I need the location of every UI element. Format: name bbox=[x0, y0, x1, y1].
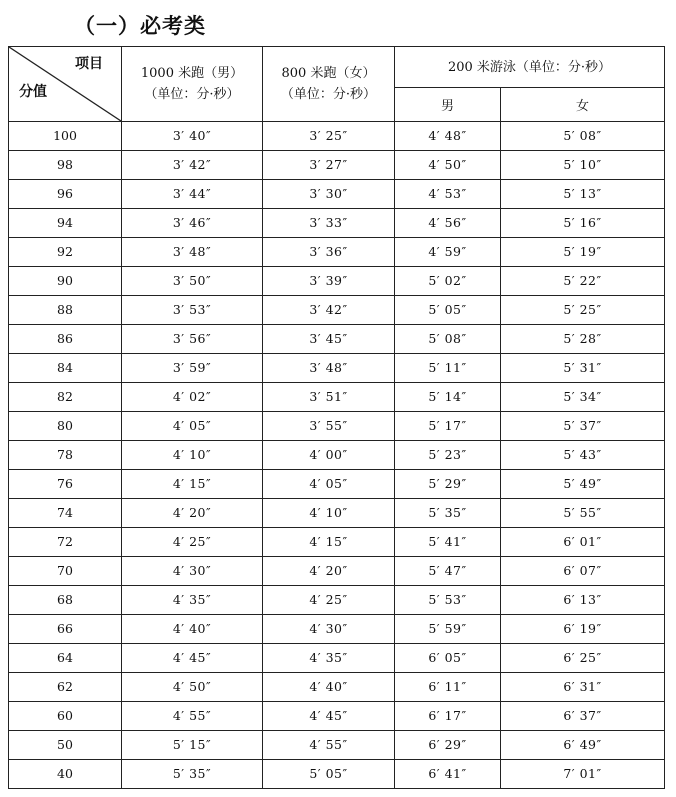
run-800m-female-cell: 3′ 55″ bbox=[263, 412, 395, 441]
run-800m-female-cell: 4′ 20″ bbox=[263, 557, 395, 586]
run-800m-female-cell: 4′ 55″ bbox=[263, 731, 395, 760]
table-row bbox=[9, 238, 665, 267]
table-row bbox=[9, 644, 665, 673]
col-header-800m-unit: （单位：分·秒） bbox=[280, 87, 377, 102]
col-header-1000m-unit: （单位：分·秒） bbox=[144, 87, 240, 102]
run-800m-female-cell: 3′ 36″ bbox=[263, 238, 395, 267]
run-800m-female-cell: 3′ 51″ bbox=[263, 383, 395, 412]
run-800m-female-cell: 4′ 05″ bbox=[263, 470, 395, 499]
swim-200m-female-cell: 5′ 19″ bbox=[501, 238, 665, 267]
score-cell: 70 bbox=[9, 557, 122, 586]
table-row bbox=[9, 325, 665, 354]
run-1000m-male-cell: 4′ 10″ bbox=[122, 441, 263, 470]
swim-200m-female-cell: 5′ 08″ bbox=[501, 122, 665, 151]
swim-200m-male-cell: 5′ 17″ bbox=[395, 412, 501, 441]
swim-200m-female-cell: 5′ 10″ bbox=[501, 151, 665, 180]
run-800m-female-cell: 3′ 25″ bbox=[263, 122, 395, 151]
swim-200m-male-cell: 5′ 08″ bbox=[395, 325, 501, 354]
table-row bbox=[9, 557, 665, 586]
score-table-body bbox=[9, 122, 665, 789]
swim-200m-male-cell: 5′ 35″ bbox=[395, 499, 501, 528]
swim-200m-female-cell: 5′ 34″ bbox=[501, 383, 665, 412]
score-cell: 40 bbox=[9, 760, 122, 789]
score-header-label: 分值 bbox=[19, 84, 47, 100]
run-1000m-male-cell: 4′ 30″ bbox=[122, 557, 263, 586]
run-1000m-male-cell: 4′ 05″ bbox=[122, 412, 263, 441]
score-table bbox=[8, 46, 665, 789]
score-cell: 62 bbox=[9, 673, 122, 702]
swim-200m-female-cell: 5′ 49″ bbox=[501, 470, 665, 499]
run-800m-female-cell: 4′ 35″ bbox=[263, 644, 395, 673]
swim-200m-male-cell: 4′ 56″ bbox=[395, 209, 501, 238]
score-cell: 64 bbox=[9, 644, 122, 673]
score-cell: 50 bbox=[9, 731, 122, 760]
score-cell: 78 bbox=[9, 441, 122, 470]
swim-200m-female-cell: 5′ 28″ bbox=[501, 325, 665, 354]
table-row bbox=[9, 499, 665, 528]
table-row bbox=[9, 267, 665, 296]
swim-200m-male-cell: 4′ 50″ bbox=[395, 151, 501, 180]
run-1000m-male-cell: 4′ 50″ bbox=[122, 673, 263, 702]
run-800m-female-cell: 3′ 39″ bbox=[263, 267, 395, 296]
diagonal-header-cell bbox=[9, 47, 122, 122]
run-1000m-male-cell: 4′ 20″ bbox=[122, 499, 263, 528]
swim-200m-male-cell: 4′ 48″ bbox=[395, 122, 501, 151]
swim-200m-male-cell: 6′ 41″ bbox=[395, 760, 501, 789]
col-header-1000m-male bbox=[122, 47, 263, 122]
swim-200m-female-cell: 5′ 22″ bbox=[501, 267, 665, 296]
run-800m-female-cell: 3′ 48″ bbox=[263, 354, 395, 383]
score-cell: 60 bbox=[9, 702, 122, 731]
run-800m-female-cell: 4′ 45″ bbox=[263, 702, 395, 731]
swim-200m-female-cell: 5′ 25″ bbox=[501, 296, 665, 325]
run-800m-female-cell: 4′ 00″ bbox=[263, 441, 395, 470]
col-header-800m-title: 800 米跑（女） bbox=[281, 66, 376, 81]
run-1000m-male-cell: 3′ 56″ bbox=[122, 325, 263, 354]
run-1000m-male-cell: 4′ 55″ bbox=[122, 702, 263, 731]
score-cell: 88 bbox=[9, 296, 122, 325]
swim-200m-male-cell: 6′ 11″ bbox=[395, 673, 501, 702]
score-cell: 66 bbox=[9, 615, 122, 644]
run-800m-female-cell: 3′ 42″ bbox=[263, 296, 395, 325]
swim-200m-male-cell: 5′ 41″ bbox=[395, 528, 501, 557]
score-cell: 84 bbox=[9, 354, 122, 383]
table-row bbox=[9, 528, 665, 557]
run-1000m-male-cell: 4′ 45″ bbox=[122, 644, 263, 673]
run-1000m-male-cell: 3′ 40″ bbox=[122, 122, 263, 151]
table-row bbox=[9, 122, 665, 151]
swim-200m-female-cell: 5′ 31″ bbox=[501, 354, 665, 383]
swim-200m-male-cell: 5′ 59″ bbox=[395, 615, 501, 644]
table-row bbox=[9, 151, 665, 180]
swim-200m-female-cell: 6′ 31″ bbox=[501, 673, 665, 702]
swim-200m-male-cell: 5′ 14″ bbox=[395, 383, 501, 412]
run-1000m-male-cell: 3′ 42″ bbox=[122, 151, 263, 180]
swim-200m-female-cell: 6′ 07″ bbox=[501, 557, 665, 586]
swim-200m-male-cell: 4′ 59″ bbox=[395, 238, 501, 267]
table-row bbox=[9, 383, 665, 412]
run-1000m-male-cell: 4′ 40″ bbox=[122, 615, 263, 644]
swim-200m-female-cell: 7′ 01″ bbox=[501, 760, 665, 789]
score-cell: 94 bbox=[9, 209, 122, 238]
swim-200m-male-cell: 6′ 29″ bbox=[395, 731, 501, 760]
score-cell: 86 bbox=[9, 325, 122, 354]
swim-200m-male-cell: 5′ 23″ bbox=[395, 441, 501, 470]
score-cell: 80 bbox=[9, 412, 122, 441]
col-header-200m-swim bbox=[395, 47, 665, 88]
run-800m-female-cell: 4′ 25″ bbox=[263, 586, 395, 615]
score-cell: 100 bbox=[9, 122, 122, 151]
score-cell: 82 bbox=[9, 383, 122, 412]
run-1000m-male-cell: 3′ 59″ bbox=[122, 354, 263, 383]
run-1000m-male-cell: 5′ 35″ bbox=[122, 760, 263, 789]
run-1000m-male-cell: 3′ 48″ bbox=[122, 238, 263, 267]
table-row bbox=[9, 441, 665, 470]
swim-200m-female-cell: 6′ 01″ bbox=[501, 528, 665, 557]
run-1000m-male-cell: 3′ 53″ bbox=[122, 296, 263, 325]
item-header-label: 项目 bbox=[75, 56, 103, 72]
table-row bbox=[9, 586, 665, 615]
run-800m-female-cell: 4′ 15″ bbox=[263, 528, 395, 557]
swim-200m-male-cell: 5′ 47″ bbox=[395, 557, 501, 586]
run-1000m-male-cell: 4′ 15″ bbox=[122, 470, 263, 499]
table-row bbox=[9, 731, 665, 760]
swim-200m-female-cell: 6′ 13″ bbox=[501, 586, 665, 615]
swim-200m-male-cell: 6′ 17″ bbox=[395, 702, 501, 731]
col-header-800m-female bbox=[263, 47, 395, 122]
run-800m-female-cell: 3′ 30″ bbox=[263, 180, 395, 209]
col-header-1000m-title: 1000 米跑（男） bbox=[140, 66, 244, 81]
table-row bbox=[9, 702, 665, 731]
swim-200m-female-cell: 5′ 16″ bbox=[501, 209, 665, 238]
run-1000m-male-cell: 5′ 15″ bbox=[122, 731, 263, 760]
score-cell: 72 bbox=[9, 528, 122, 557]
run-800m-female-cell: 4′ 40″ bbox=[263, 673, 395, 702]
table-row bbox=[9, 615, 665, 644]
table-row bbox=[9, 760, 665, 789]
score-cell: 90 bbox=[9, 267, 122, 296]
table-row bbox=[9, 470, 665, 499]
run-800m-female-cell: 5′ 05″ bbox=[263, 760, 395, 789]
run-1000m-male-cell: 3′ 50″ bbox=[122, 267, 263, 296]
table-row bbox=[9, 296, 665, 325]
score-cell: 76 bbox=[9, 470, 122, 499]
table-row bbox=[9, 354, 665, 383]
swim-200m-male-cell: 5′ 05″ bbox=[395, 296, 501, 325]
run-800m-female-cell: 4′ 30″ bbox=[263, 615, 395, 644]
swim-200m-male-cell: 5′ 11″ bbox=[395, 354, 501, 383]
swim-200m-male-cell: 6′ 05″ bbox=[395, 644, 501, 673]
swim-200m-male-cell: 4′ 53″ bbox=[395, 180, 501, 209]
swim-200m-female-cell: 6′ 37″ bbox=[501, 702, 665, 731]
page-title: （一）必考类 bbox=[74, 13, 206, 38]
score-cell: 74 bbox=[9, 499, 122, 528]
swim-200m-female-cell: 5′ 37″ bbox=[501, 412, 665, 441]
col-header-200m-title: 200 米游泳（单位：分·秒） bbox=[447, 59, 612, 75]
table-row bbox=[9, 209, 665, 238]
run-800m-female-cell: 3′ 33″ bbox=[263, 209, 395, 238]
score-cell: 92 bbox=[9, 238, 122, 267]
col-header-swim-male: 男 bbox=[395, 88, 501, 122]
table-row bbox=[9, 180, 665, 209]
col-header-swim-female: 女 bbox=[501, 88, 665, 122]
swim-200m-female-cell: 6′ 19″ bbox=[501, 615, 665, 644]
swim-200m-female-cell: 5′ 13″ bbox=[501, 180, 665, 209]
swim-200m-male-cell: 5′ 29″ bbox=[395, 470, 501, 499]
swim-200m-male-cell: 5′ 02″ bbox=[395, 267, 501, 296]
swim-200m-female-cell: 5′ 55″ bbox=[501, 499, 665, 528]
run-1000m-male-cell: 4′ 25″ bbox=[122, 528, 263, 557]
run-800m-female-cell: 3′ 27″ bbox=[263, 151, 395, 180]
score-cell: 68 bbox=[9, 586, 122, 615]
run-800m-female-cell: 3′ 45″ bbox=[263, 325, 395, 354]
score-cell: 96 bbox=[9, 180, 122, 209]
run-800m-female-cell: 4′ 10″ bbox=[263, 499, 395, 528]
table-row bbox=[9, 673, 665, 702]
swim-200m-female-cell: 6′ 49″ bbox=[501, 731, 665, 760]
swim-200m-male-cell: 5′ 53″ bbox=[395, 586, 501, 615]
run-1000m-male-cell: 4′ 35″ bbox=[122, 586, 263, 615]
table-row bbox=[9, 412, 665, 441]
run-1000m-male-cell: 3′ 46″ bbox=[122, 209, 263, 238]
run-1000m-male-cell: 3′ 44″ bbox=[122, 180, 263, 209]
swim-200m-female-cell: 5′ 43″ bbox=[501, 441, 665, 470]
run-1000m-male-cell: 4′ 02″ bbox=[122, 383, 263, 412]
swim-200m-female-cell: 6′ 25″ bbox=[501, 644, 665, 673]
score-cell: 98 bbox=[9, 151, 122, 180]
